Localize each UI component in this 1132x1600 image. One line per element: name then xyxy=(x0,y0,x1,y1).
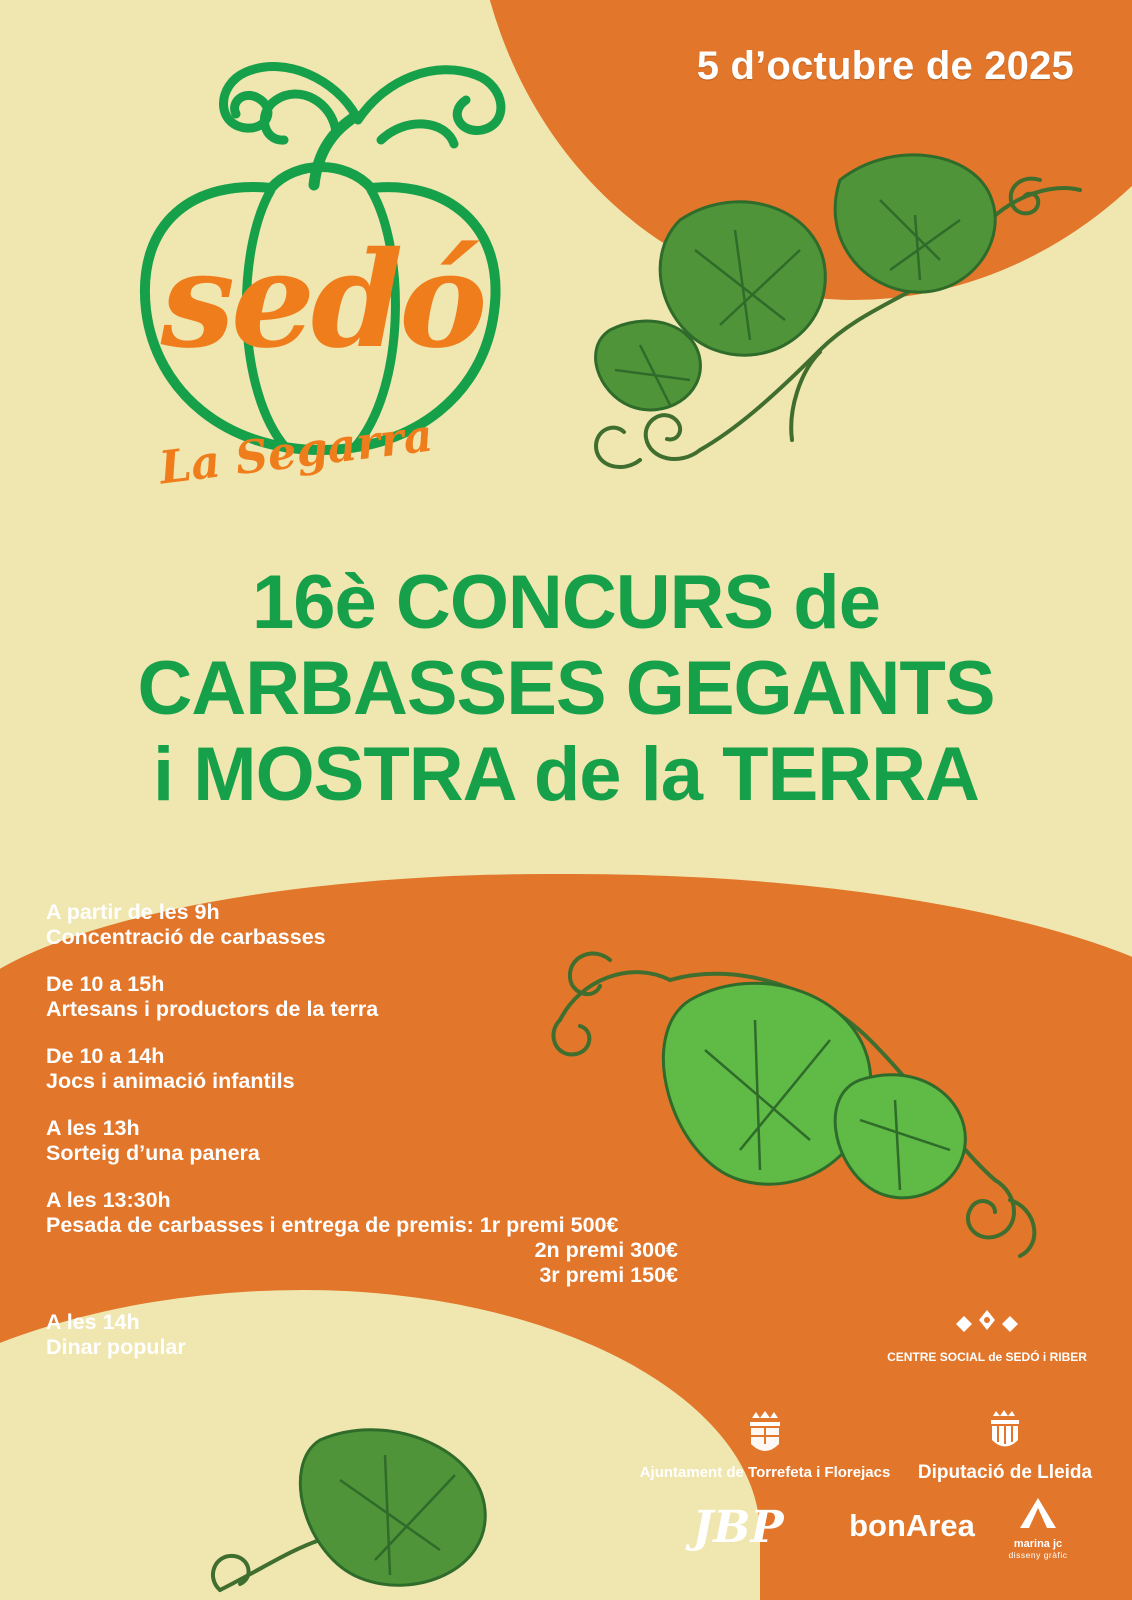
ajuntament-crest-icon xyxy=(742,1408,788,1460)
sponsor-marina-sublabel: disseny gràfic xyxy=(1008,1550,1068,1560)
page-title xyxy=(0,560,1132,818)
sponsor-ajuntament-label: Ajuntament de Torrefeta i Florejacs xyxy=(639,1464,891,1481)
schedule-item xyxy=(46,900,686,950)
marina-jc-icon xyxy=(1016,1494,1060,1534)
sponsor-centre-social-label: CENTRE SOCIAL de SEDÓ i RIBER xyxy=(887,1350,1087,1364)
schedule-desc: Pesada de carbasses i entrega de premis: 1r premi 500€ xyxy=(46,1213,619,1237)
sponsor-jbp: JBP xyxy=(692,1502,784,1553)
schedule-time: De 10 a 14h xyxy=(46,1044,165,1068)
schedule-desc: Sorteig d’una panera xyxy=(46,1141,260,1165)
sponsor-ajuntament xyxy=(620,1408,910,1481)
schedule-time: A les 13:30h xyxy=(46,1188,171,1212)
schedule-time: A les 13h xyxy=(46,1116,140,1140)
schedule-desc: Artesans i productors de la terra xyxy=(46,997,379,1021)
schedule-desc: Concentració de carbasses xyxy=(46,925,326,949)
schedule-time: A partir de les 9h xyxy=(46,900,220,924)
logo-subtitle: La Segarra xyxy=(156,408,436,495)
sponsor-diputacio-label: Diputació de Lleida xyxy=(917,1462,1093,1483)
vine-top-right xyxy=(520,120,1100,540)
title-line-1: 16è CONCURS de xyxy=(252,560,880,645)
schedule-item xyxy=(46,972,686,1022)
schedule-desc: Dinar popular xyxy=(46,1335,186,1359)
sponsor-centre-social xyxy=(872,1306,1102,1364)
sponsor-diputacio xyxy=(890,1408,1120,1484)
title-line-3: i MOSTRA de la TERRA xyxy=(153,731,979,817)
sponsor-bonarea: bonArea xyxy=(849,1508,975,1543)
sponsor-marina-label: marina jc xyxy=(1013,1538,1063,1550)
schedule-desc: Jocs i animació infantils xyxy=(46,1069,295,1093)
logo-pumpkin xyxy=(86,20,556,520)
schedule-item xyxy=(46,1044,686,1094)
logo-wordmark: sedó xyxy=(160,223,484,378)
schedule-item-prizes xyxy=(46,1188,686,1288)
diputacio-crest-icon xyxy=(984,1408,1026,1458)
schedule-time: A les 14h xyxy=(46,1310,140,1334)
title-line-2: CARBASSES GEGANTS xyxy=(137,645,995,731)
schedule-time: De 10 a 15h xyxy=(46,972,165,996)
sponsor-marina-jc xyxy=(948,1494,1128,1560)
schedule-item xyxy=(46,1116,686,1166)
centre-social-icon xyxy=(954,1306,1020,1346)
sponsor-logos xyxy=(0,1280,1132,1600)
prize-second: 2n premi 300€ xyxy=(534,1238,678,1262)
prize-third: 3r premi 150€ xyxy=(539,1263,678,1287)
event-date: 5 d’octubre de 2025 xyxy=(696,44,1074,88)
